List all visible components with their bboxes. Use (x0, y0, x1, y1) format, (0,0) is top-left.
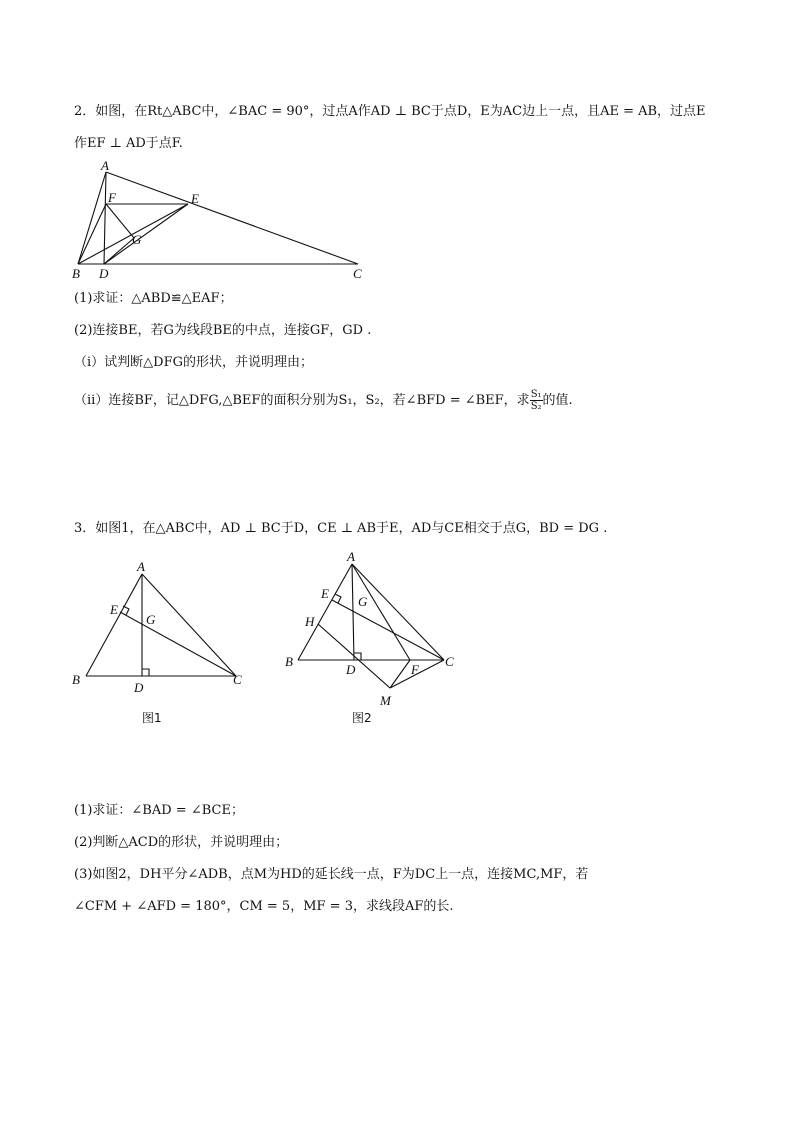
p2-q2ii (74, 389, 573, 412)
p3f1-label-b: B (72, 672, 80, 687)
p3-q2: (2)判断△ACD的形状，并说明理由； (74, 835, 289, 850)
p2-seg-ac (106, 172, 358, 264)
p2-seg-fg (106, 204, 134, 238)
p3f2-label-c: C (445, 654, 454, 669)
p2-seg-de (104, 204, 188, 264)
p2-figure (70, 160, 380, 280)
p3-line1: 3．如图1，在△ABC中，AD ⊥ BC于D，CE ⊥ AB于E，AD与CE相交于点G，BD = DG . (74, 521, 608, 536)
p2-frac-den: S₂ (530, 401, 542, 412)
p2-label-g: G (132, 232, 142, 247)
p3f2-label-h: H (305, 614, 315, 629)
p3-q3b: ∠CFM + ∠AFD = 180°，CM = 5，MF = 3，求线段AF的长. (74, 899, 454, 914)
p3f1-label-d: D (134, 680, 144, 695)
p3f2-label-m: M (380, 693, 391, 708)
p2-label-f: F (108, 190, 116, 205)
p3f1-seg-ac (142, 574, 236, 676)
p3f2-label-d: D (346, 662, 356, 677)
p3f2-caption: 图2 (352, 711, 372, 725)
p3f2-label-a: A (347, 549, 355, 564)
p3f1-seg-ce (120, 612, 236, 676)
p3f2-seg-ac (352, 564, 444, 660)
p2-line1: 2．如图，在Rt△ABC中，∠BAC = 90°，过点A作AD ⊥ BC于点D，E为AC边上一点，且AE = AB，过点E (74, 104, 706, 119)
p3f1-caption: 图1 (142, 711, 162, 725)
p3f1-seg-ab (86, 574, 142, 676)
p3-q1: (1)求证：∠BAD = ∠BCE； (74, 803, 244, 818)
p2-frac-num: S₁ (530, 389, 542, 400)
p2-q2: (2)连接BE，若G为线段BE的中点，连接GF，GD . (74, 323, 372, 338)
p3f1-label-g: G (146, 612, 156, 627)
p2-q2ii-text: （ii）连接BF，记△DFG,△BEF的面积分别为S₁，S₂，若∠BFD = ∠BEF，求 (74, 393, 530, 408)
p2-q2ii-end: 的值. (542, 393, 573, 408)
p2-fraction (530, 389, 543, 412)
p2-label-e: E (191, 191, 199, 206)
p2-q2i: （i）试判断△DFG的形状，并说明理由； (74, 355, 313, 370)
p3f2-label-b: B (285, 654, 293, 669)
p3-figure2 (280, 548, 480, 730)
p3f1-label-c: C (233, 672, 242, 687)
p2-line2: 作EF ⊥ AD于点F. (74, 136, 183, 151)
p2-q1: (1)求证：△ABD≌△EAF； (74, 291, 233, 306)
p3f2-label-f: F (411, 662, 419, 677)
p2-label-b: B (72, 266, 80, 281)
p3-figure1 (70, 560, 260, 730)
p3f2-seg-af (352, 564, 410, 660)
p2-seg-bf (78, 204, 106, 264)
p2-label-a: A (101, 158, 109, 173)
p3f2-seg-mf (390, 660, 410, 688)
p3f2-label-g: G (358, 594, 368, 609)
p2-label-c: C (353, 266, 362, 281)
p3f1-right-angle-d (142, 669, 149, 676)
p3f2-label-e: E (321, 586, 329, 601)
p3f1-label-a: A (137, 559, 145, 574)
p3f1-label-e: E (110, 602, 118, 617)
p3-q3a: (3)如图2，DH平分∠ADB，点M为HD的延长线一点，F为DC上一点，连接MC,MF，若 (74, 867, 589, 882)
p3f2-seg-ab (298, 564, 352, 660)
p2-seg-ab (78, 172, 106, 264)
p2-label-d: D (99, 266, 109, 281)
